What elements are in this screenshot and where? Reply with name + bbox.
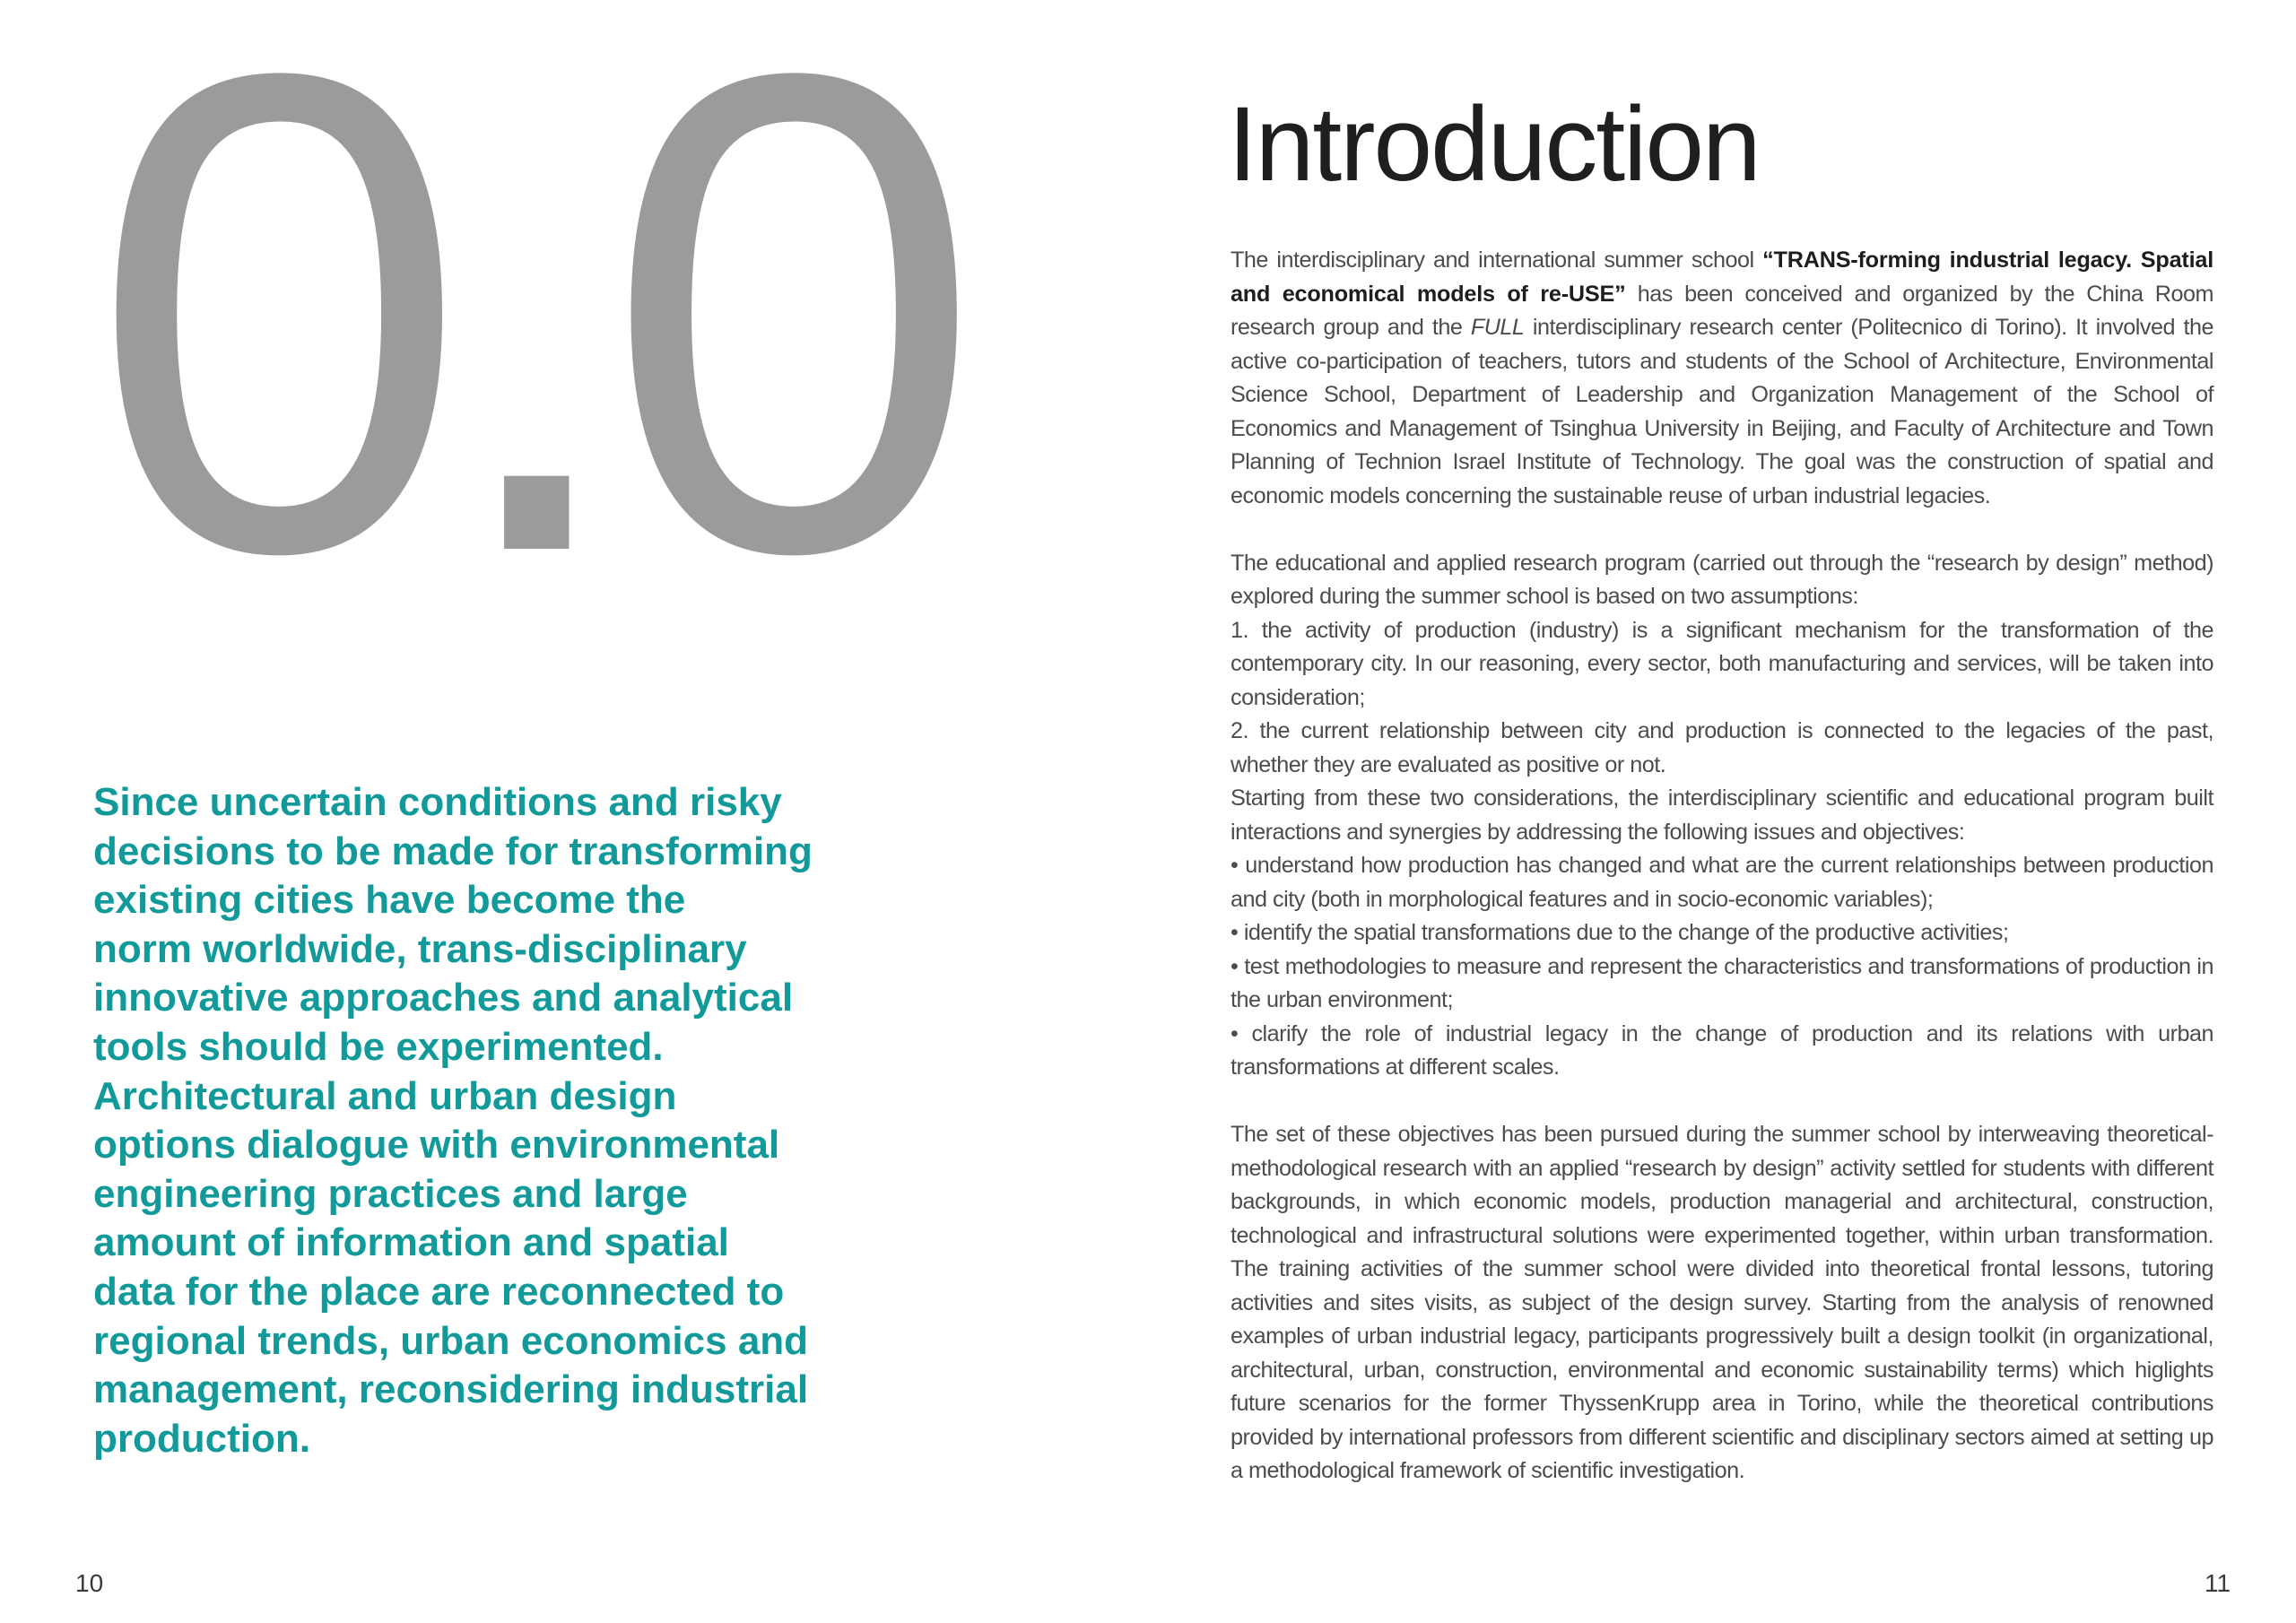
page-number-left: 10 (75, 1569, 104, 1597)
pull-quote-line: management, reconsidering industrial (93, 1367, 809, 1412)
pull-quote-line: Architectural and urban design (93, 1073, 677, 1118)
pull-quote-line: options dialogue with environmental (93, 1123, 780, 1167)
pull-quote-line: amount of information and spatial (93, 1220, 729, 1265)
pull-quote-line: existing cities have become the (93, 878, 686, 923)
pull-quote-line: decisions to be made for transforming (93, 829, 813, 873)
full-center-name: FULL (1470, 315, 1525, 340)
pull-quote-line: regional trends, urban economics and (93, 1318, 809, 1363)
intro-text: interdisciplinary research center (Politecnico di Torino). It involved the active co-participation of teachers, tutors and students of the School of Architecture, Environmental Science School, Department of Leadership and Organization Management of the School of Economics and Management of Tsinghua University in Beijing, and Faculty of Architecture and Town Planning of Technion Israel Institute of Technology. The goal was the construction of spatial and economic models concerning the sustainable reuse of urban industrial legacies. (1231, 315, 2213, 508)
program-paragraph: Starting from these two considerations, the interdisciplinary scientific and educational program built interactions and synergies by addressing the following issues and objectives: (1231, 785, 2213, 845)
pull-quote-line: tools should be experimented. (93, 1024, 664, 1069)
objective-item: • test methodologies to measure and represent the characteristics and transformations of production in the urban environment; (1231, 953, 2213, 1012)
assumption-item: 2. the current relationship between city and production is connected to the legacies of the past, whether they are evaluated as positive or not. (1231, 718, 2213, 777)
pull-quote-line: production. (93, 1416, 310, 1461)
pull-quote-line: innovative approaches and analytical (93, 976, 794, 1020)
objective-item: • identify the spatial transformations due to the change of the productive activities; (1231, 920, 2009, 945)
pull-quote-line: data for the place are reconnected to (93, 1269, 785, 1314)
section-title: Introduction (1228, 85, 1760, 204)
summer-school-title: “TRANS-forming industrial legacy. Spatial and economical models of re-USE” (1231, 247, 2213, 307)
closing-paragraph: The set of these objectives has been pursued during the summer school by interweaving theoretical-methodological research with an applied “research by design” activity settled for students with different backgrounds, in which economic models, production managerial and architectural, construction, technological and infrastructural solutions were experimented together, within urban transformation. The training activities of the summer school were divided into theoretical frontal lessons, tutoring activities and sites visits, as subject of the design survey. Starting from the analysis of renowned examples of urban industrial legacy, participants progressively built a design toolkit (in organizational, architectural, urban, construction, environmental and economic sustainability terms) which higlights future scenarios for the former ThyssenKrupp area in Torino, while the theoretical contributions provided by international professors from different scientific and disciplinary sectors aimed at setting up a methodological framework of scientific investigation. (1231, 1122, 2213, 1483)
program-paragraph: The educational and applied research program (carried out through the “research by design” method) explored during the summer school is based on two assumptions: (1231, 550, 2213, 609)
intro-paragraph (1231, 244, 2213, 513)
pull-quote (93, 778, 900, 1463)
body-text (1231, 244, 2213, 1488)
objective-item: • clarify the role of industrial legacy in the change of production and its relations with urban transformations at different scales. (1231, 1020, 2213, 1080)
page-number-right: 11 (2205, 1569, 2231, 1597)
objective-item: • understand how production has changed and what are the current relationships between production and city (both in morphological features and in socio-economic variables); (1231, 853, 2213, 912)
pull-quote-line: norm worldwide, trans-disciplinary (93, 926, 747, 971)
intro-text: has been conceived and organized by the China Room research group and the (1231, 281, 2213, 340)
pull-quote-line: Since uncertain conditions and risky (93, 780, 782, 824)
assumption-item: 1. the activity of production (industry) is a significant mechanism for the transformation of the contemporary city. In our reasoning, every sector, both manufacturing and services, will be taken into consideration; (1231, 617, 2213, 710)
intro-text: The interdisciplinary and international summer school (1231, 247, 1763, 273)
chapter-number: 0.0 (90, 0, 957, 694)
pull-quote-line: engineering practices and large (93, 1171, 688, 1216)
